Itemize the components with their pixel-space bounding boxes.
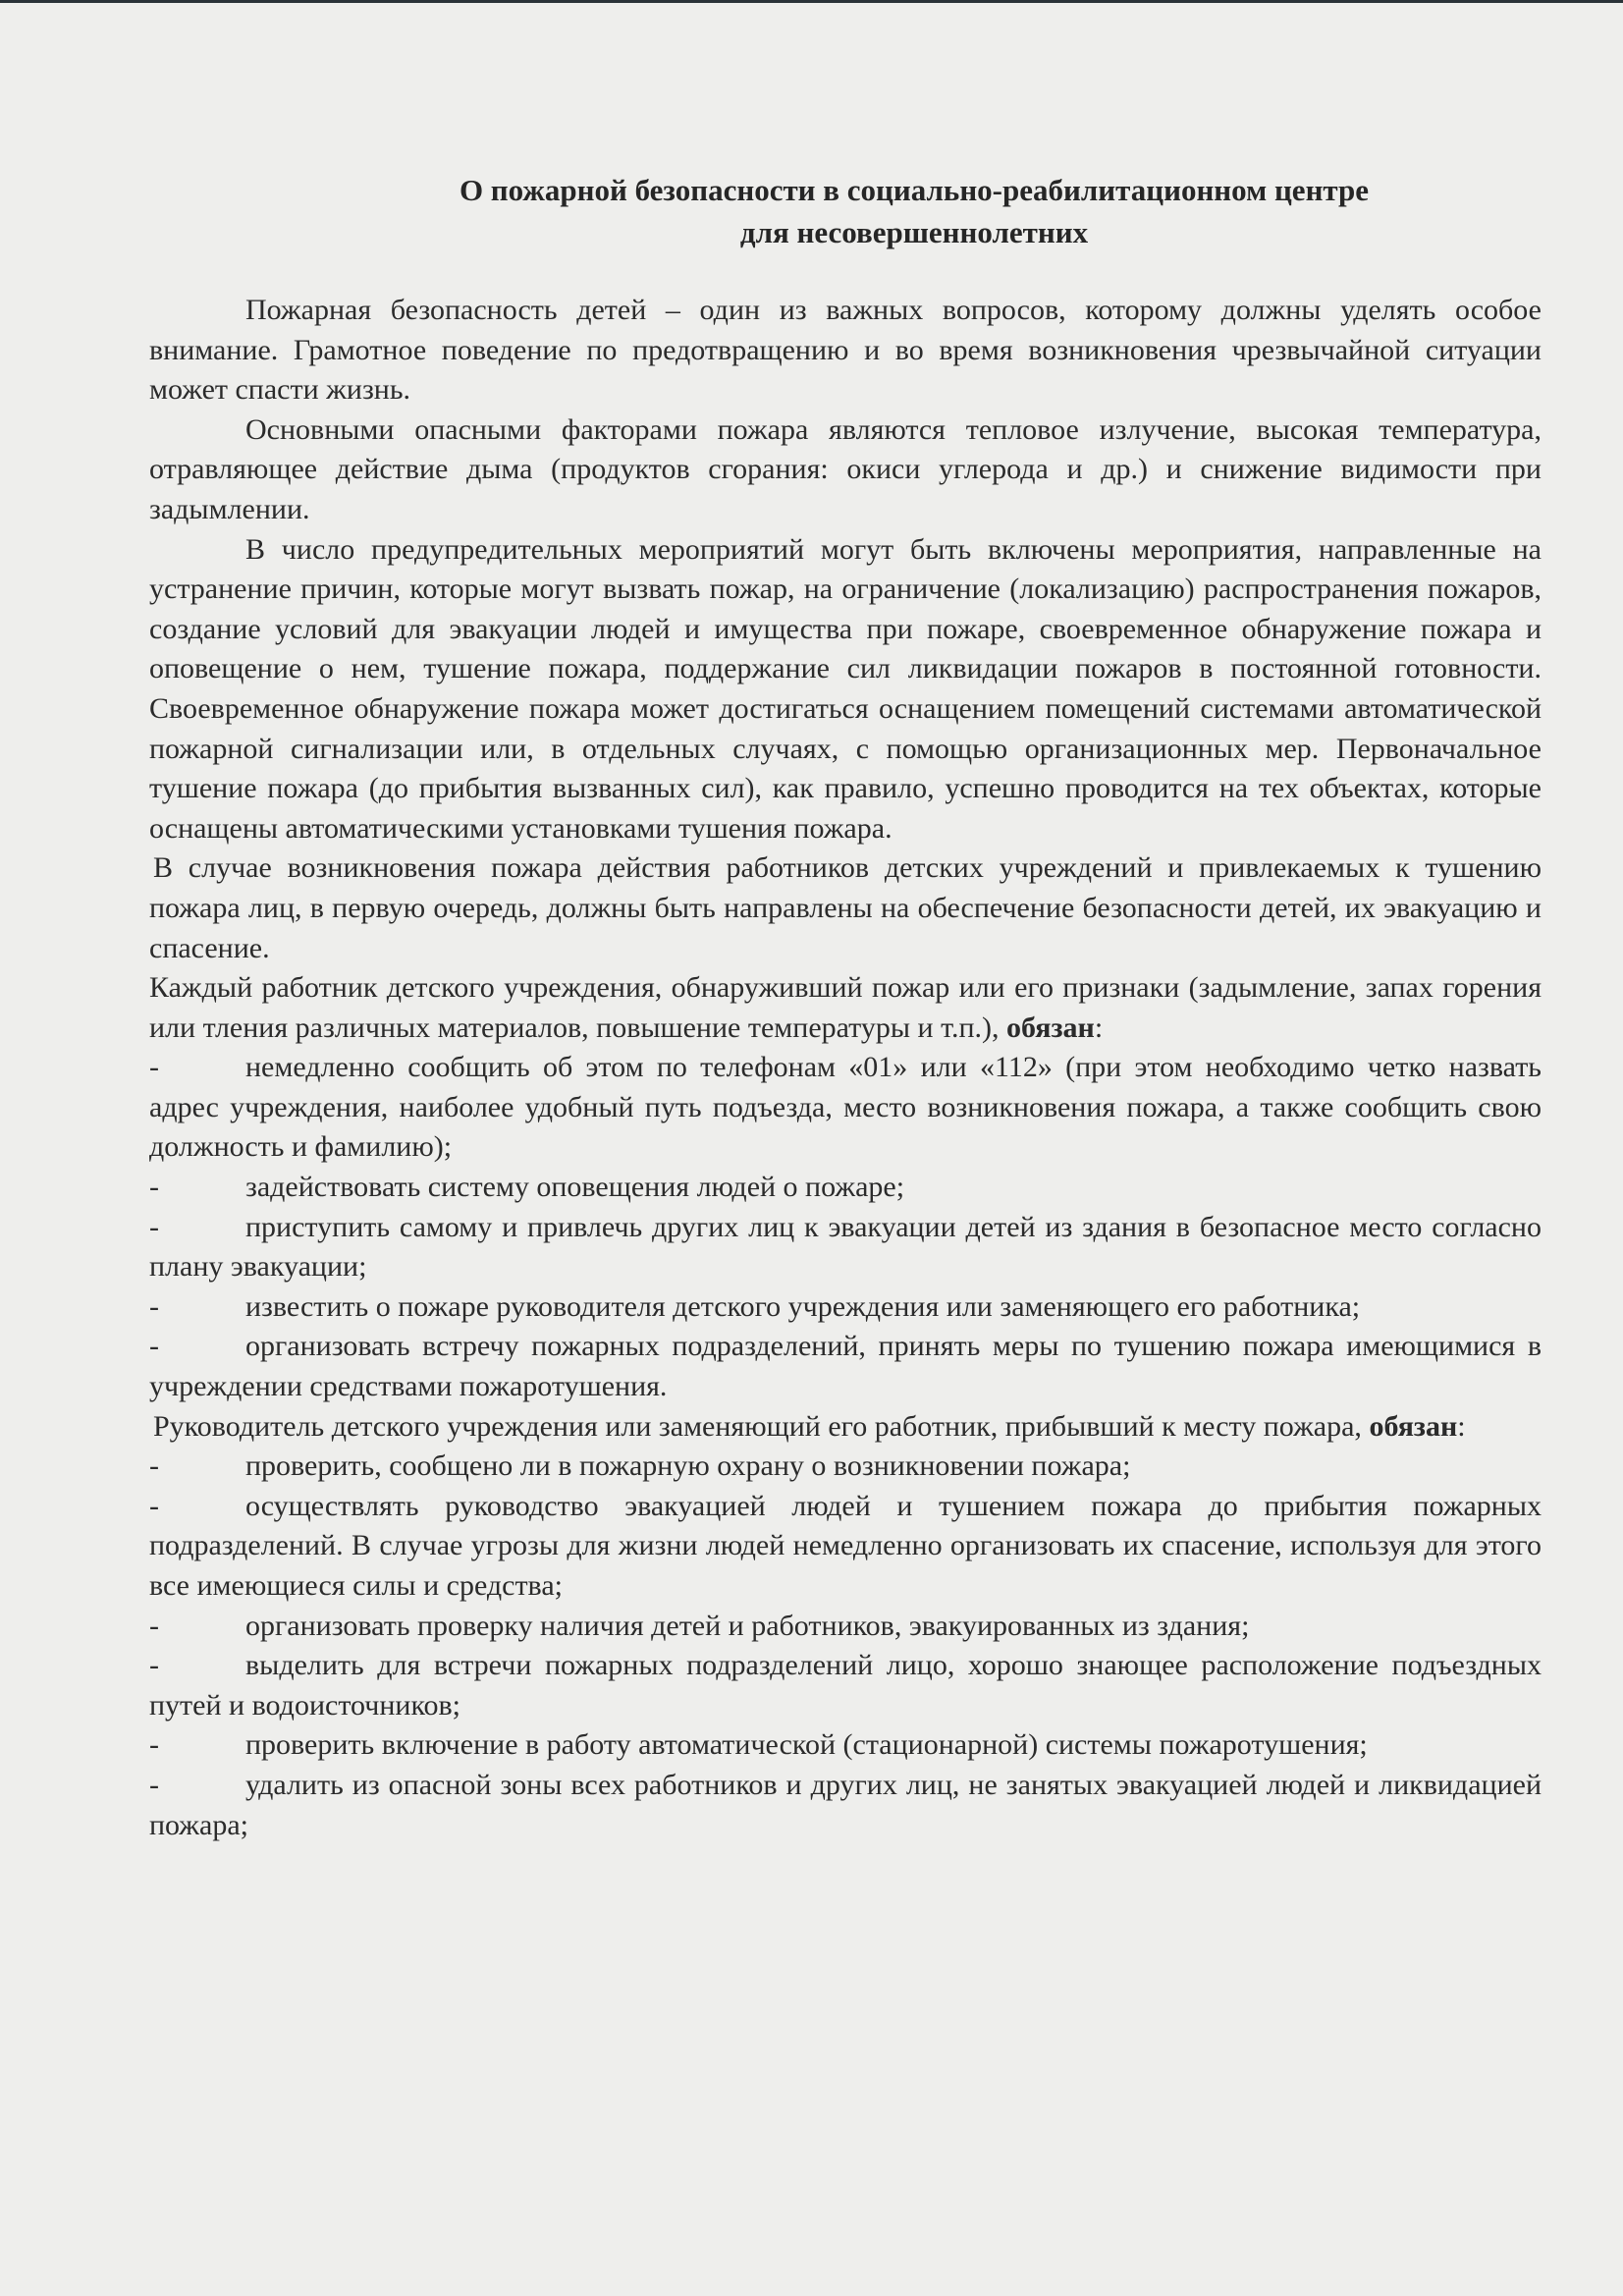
dash-bullet: - xyxy=(149,1649,159,1682)
list-item-text: осуществлять руководство эвакуацией людей и тушением пожара до прибытия пожарных подразделений. В случае угрозы для жизни людей немедленно организовать их спасение, используя для этого все имеющиеся силы и средства; xyxy=(149,1489,1542,1602)
paragraph-worker-duty xyxy=(149,968,1542,1048)
list-item-text: организовать проверку наличия детей и работников, эвакуированных из здания; xyxy=(245,1609,1250,1642)
list-item-text: удалить из опасной зоны всех работников и других лиц, не занятых эвакуацией людей и ликвидацией пожара; xyxy=(149,1768,1542,1841)
dash-bullet: - xyxy=(149,1768,159,1801)
list-item xyxy=(149,1646,1542,1725)
list-item-text: организовать встречу пожарных подразделений, принять меры по тушению пожара имеющимися в учреждении средствами пожаротушения. xyxy=(149,1330,1542,1403)
dash-bullet: - xyxy=(149,1051,159,1084)
dash-bullet: - xyxy=(149,1489,159,1522)
list-item xyxy=(149,1447,1542,1487)
dash-bullet: - xyxy=(149,1449,159,1483)
paragraph-staff-actions: В случае возникновения пожара действия работников детских учреждений и привлекаемых к тушению пожара лиц, в первую очередь, должны быть направлены на обеспечение безопасности детей, их эвакуацию и спасение. xyxy=(149,851,1542,964)
dash-bullet: - xyxy=(149,1728,159,1762)
dash-bullet: - xyxy=(149,1210,159,1243)
list-item xyxy=(149,1208,1542,1287)
list-item-text: проверить, сообщено ли в пожарную охрану о возникновении пожара; xyxy=(245,1449,1131,1483)
head-duties-list xyxy=(149,1447,1542,1845)
list-item xyxy=(149,1287,1542,1328)
list-item xyxy=(149,1607,1542,1647)
scan-edge xyxy=(0,0,1623,3)
title-line-1: О пожарной безопасности в социально-реабилитационном центре xyxy=(459,173,1370,207)
worker-duty-text: Каждый работник детского учреждения, обнаруживший пожар или его признаки (задымление, запах горения или тления различных материалов, повышение температуры и т.п.), xyxy=(149,971,1542,1044)
list-item xyxy=(149,1766,1542,1845)
dash-bullet: - xyxy=(149,1171,159,1204)
list-item xyxy=(149,1725,1542,1766)
head-duty-bold: обязан xyxy=(1369,1409,1458,1443)
list-item xyxy=(149,1327,1542,1406)
list-item-text: приступить самому и привлечь других лиц к эвакуации детей из здания в безопасное место согласно плану эвакуации; xyxy=(149,1210,1542,1284)
list-item-text: немедленно сообщить об этом по телефонам «01» или «112» (при этом необходимо четко назвать адрес учреждения, наиболее удобный путь подъезда, место возникновения пожара, а также сообщить свою должность и фамилию); xyxy=(149,1051,1542,1164)
list-item-text: выделить для встречи пожарных подразделений лицо, хорошо знающее расположение подъездных путей и водоисточников; xyxy=(149,1649,1542,1722)
list-item-text: проверить включение в работу автоматической (стационарной) системы пожаротушения; xyxy=(245,1728,1368,1762)
paragraph-hazards: Основными опасными факторами пожара являются тепловое излучение, высокая температура, отравляющее действие дыма (продуктов сгорания: окиси углерода и др.) и снижение видимости при задымлении. xyxy=(149,412,1542,525)
worker-duties-list xyxy=(149,1048,1542,1406)
document-title xyxy=(149,169,1542,253)
document-page xyxy=(149,169,1542,1845)
list-item xyxy=(149,1487,1542,1607)
list-item-text: известить о пожаре руководителя детского учреждения или заменяющего его работника; xyxy=(245,1289,1361,1323)
paragraph-prevention: В число предупредительных мероприятий могут быть включены мероприятия, направленные на устранение причин, которые могут вызвать пожар, на ограничение (локализацию) распространения пожаров, создание условий для эвакуации людей и имущества при пожаре, своевременное обнаружение пожара и оповещение о нем, тушение пожара, поддержание сил ликвидации пожаров в постоянной готовности. Своевременное обнаружение пожара может достигаться оснащением помещений системами автоматической пожарной сигнализации или, в отдельных случаях, с помощью организационных мер. Первоначальное тушение пожара (до прибытия вызванных сил), как правило, успешно проводится на тех объектах, которые оснащены автоматическими установками тушения пожара. xyxy=(149,532,1542,845)
worker-duty-colon: : xyxy=(1094,1011,1104,1044)
title-line-2: для несовершеннолетних xyxy=(739,215,1089,249)
list-item xyxy=(149,1048,1542,1168)
dash-bullet: - xyxy=(149,1289,159,1323)
worker-duty-bold: обязан xyxy=(1006,1011,1095,1044)
dash-bullet: - xyxy=(149,1609,159,1642)
list-item xyxy=(149,1168,1542,1208)
dash-bullet: - xyxy=(149,1330,159,1363)
list-item-text: задействовать систему оповещения людей о пожаре; xyxy=(245,1171,905,1204)
head-duty-text: Руководитель детского учреждения или заменяющий его работник, прибывший к месту пожара, xyxy=(153,1409,1370,1443)
paragraph-head-duty xyxy=(149,1407,1542,1448)
paragraph-intro: Пожарная безопасность детей – один из важных вопросов, которому должны уделять особое внимание. Грамотное поведение по предотвращению и во время возникновения чрезвычайной ситуации может спасти жизнь. xyxy=(149,294,1542,407)
head-duty-colon: : xyxy=(1457,1409,1466,1443)
